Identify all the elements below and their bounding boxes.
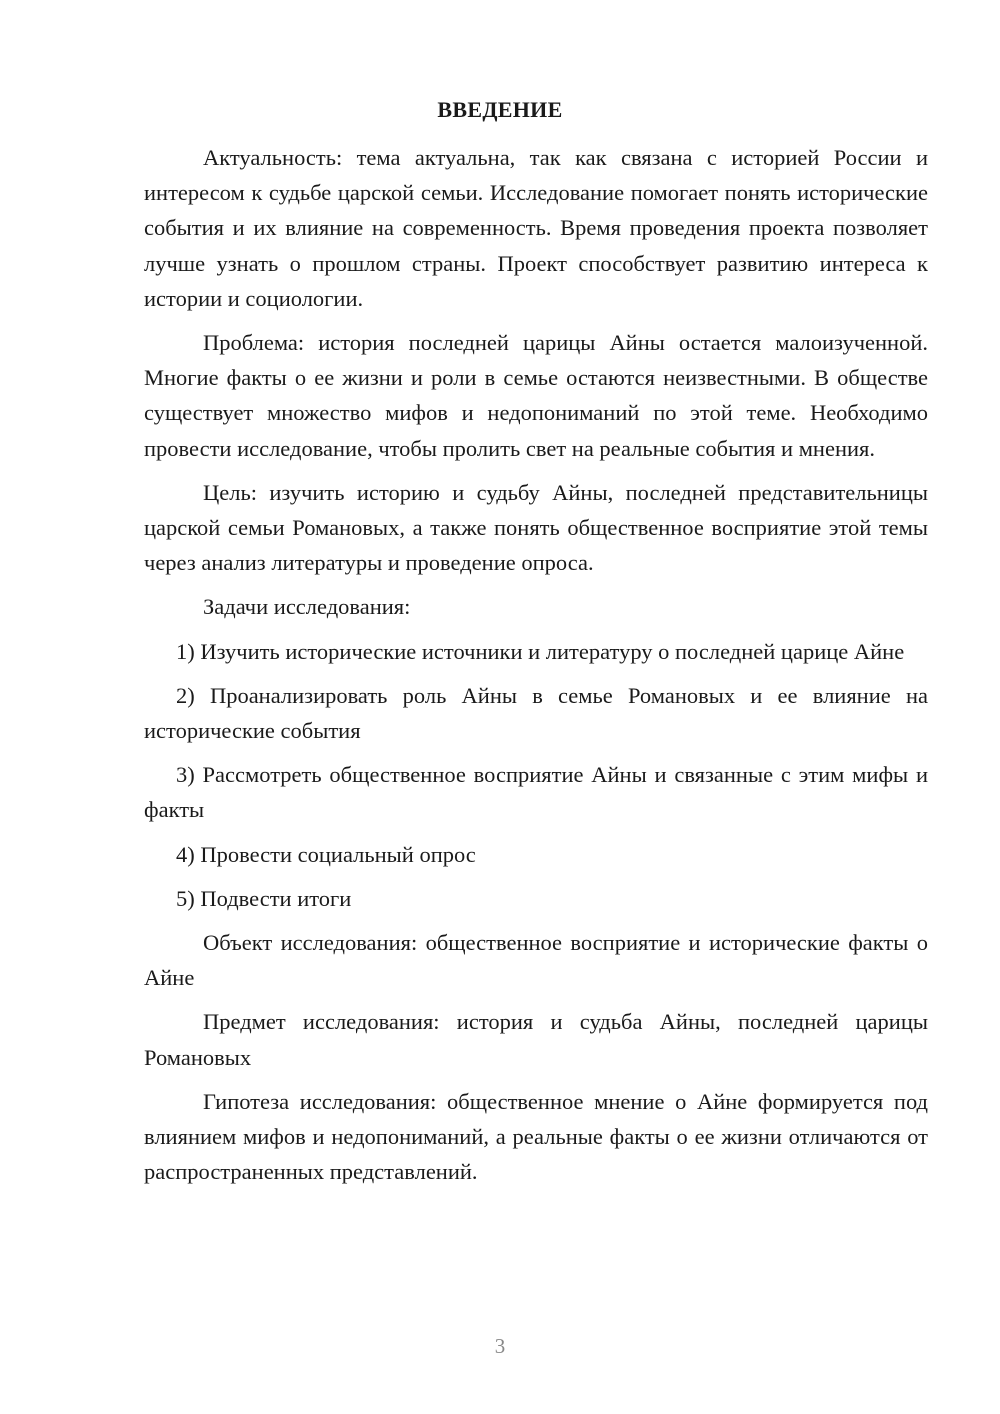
paragraph-hypothesis: Гипотеза исследования: общественное мнение о Айне формируется под влиянием мифов и недопониманий, а реальные факты о ее жизни отличаются от распространенных представлений. — [144, 1088, 928, 1185]
paragraph-tasks-heading: Задачи исследования: — [203, 594, 411, 620]
task-item-1: 1) Изучить исторические источники и литературу о последней царице Айне — [176, 638, 905, 664]
task-item-5: 5) Подвести итоги — [176, 885, 352, 911]
task-item-3: 3) Рассмотреть общественное восприятие Айны и связанные с этим мифы и факты — [144, 762, 928, 823]
document-body — [144, 140, 928, 1198]
paragraph-problem: Проблема: история последней царицы Айны остается малоизученной. Многие факты о ее жизни и роли в семье остаются неизвестными. В обществе существует множество мифов и недопониманий по этой теме. Необходимо провести исследование, чтобы пролить свет на реальные события и мнения. — [144, 330, 928, 461]
paragraph-goal: Цель: изучить историю и судьбу Айны, последней представительницы царской семьи Романовых, а также понять общественное восприятие этой темы через анализ литературы и проведение опроса. — [144, 479, 928, 576]
paragraph-subject: Предмет исследования: история и судьба Айны, последней царицы Романовых — [144, 1009, 928, 1070]
page-title: ВВЕДЕНИЕ — [437, 97, 563, 122]
paragraph-object: Объект исследования: общественное восприятие и исторические факты о Айне — [144, 930, 928, 991]
page-number: 3 — [494, 1334, 506, 1358]
paragraph-relevance: Актуальность: тема актуальна, так как связана с историей России и интересом к судьбе царской семьи. Исследование помогает понять исторические события и их влияние на современность. Время проведения проекта позволяет лучше узнать о прошлом страны. Проект способствует развитию интереса к истории и социологии. — [144, 145, 928, 311]
task-item-4: 4) Провести социальный опрос — [176, 841, 476, 867]
task-item-2: 2) Проанализировать роль Айны в семье Романовых и ее влияние на исторические события — [144, 682, 928, 744]
